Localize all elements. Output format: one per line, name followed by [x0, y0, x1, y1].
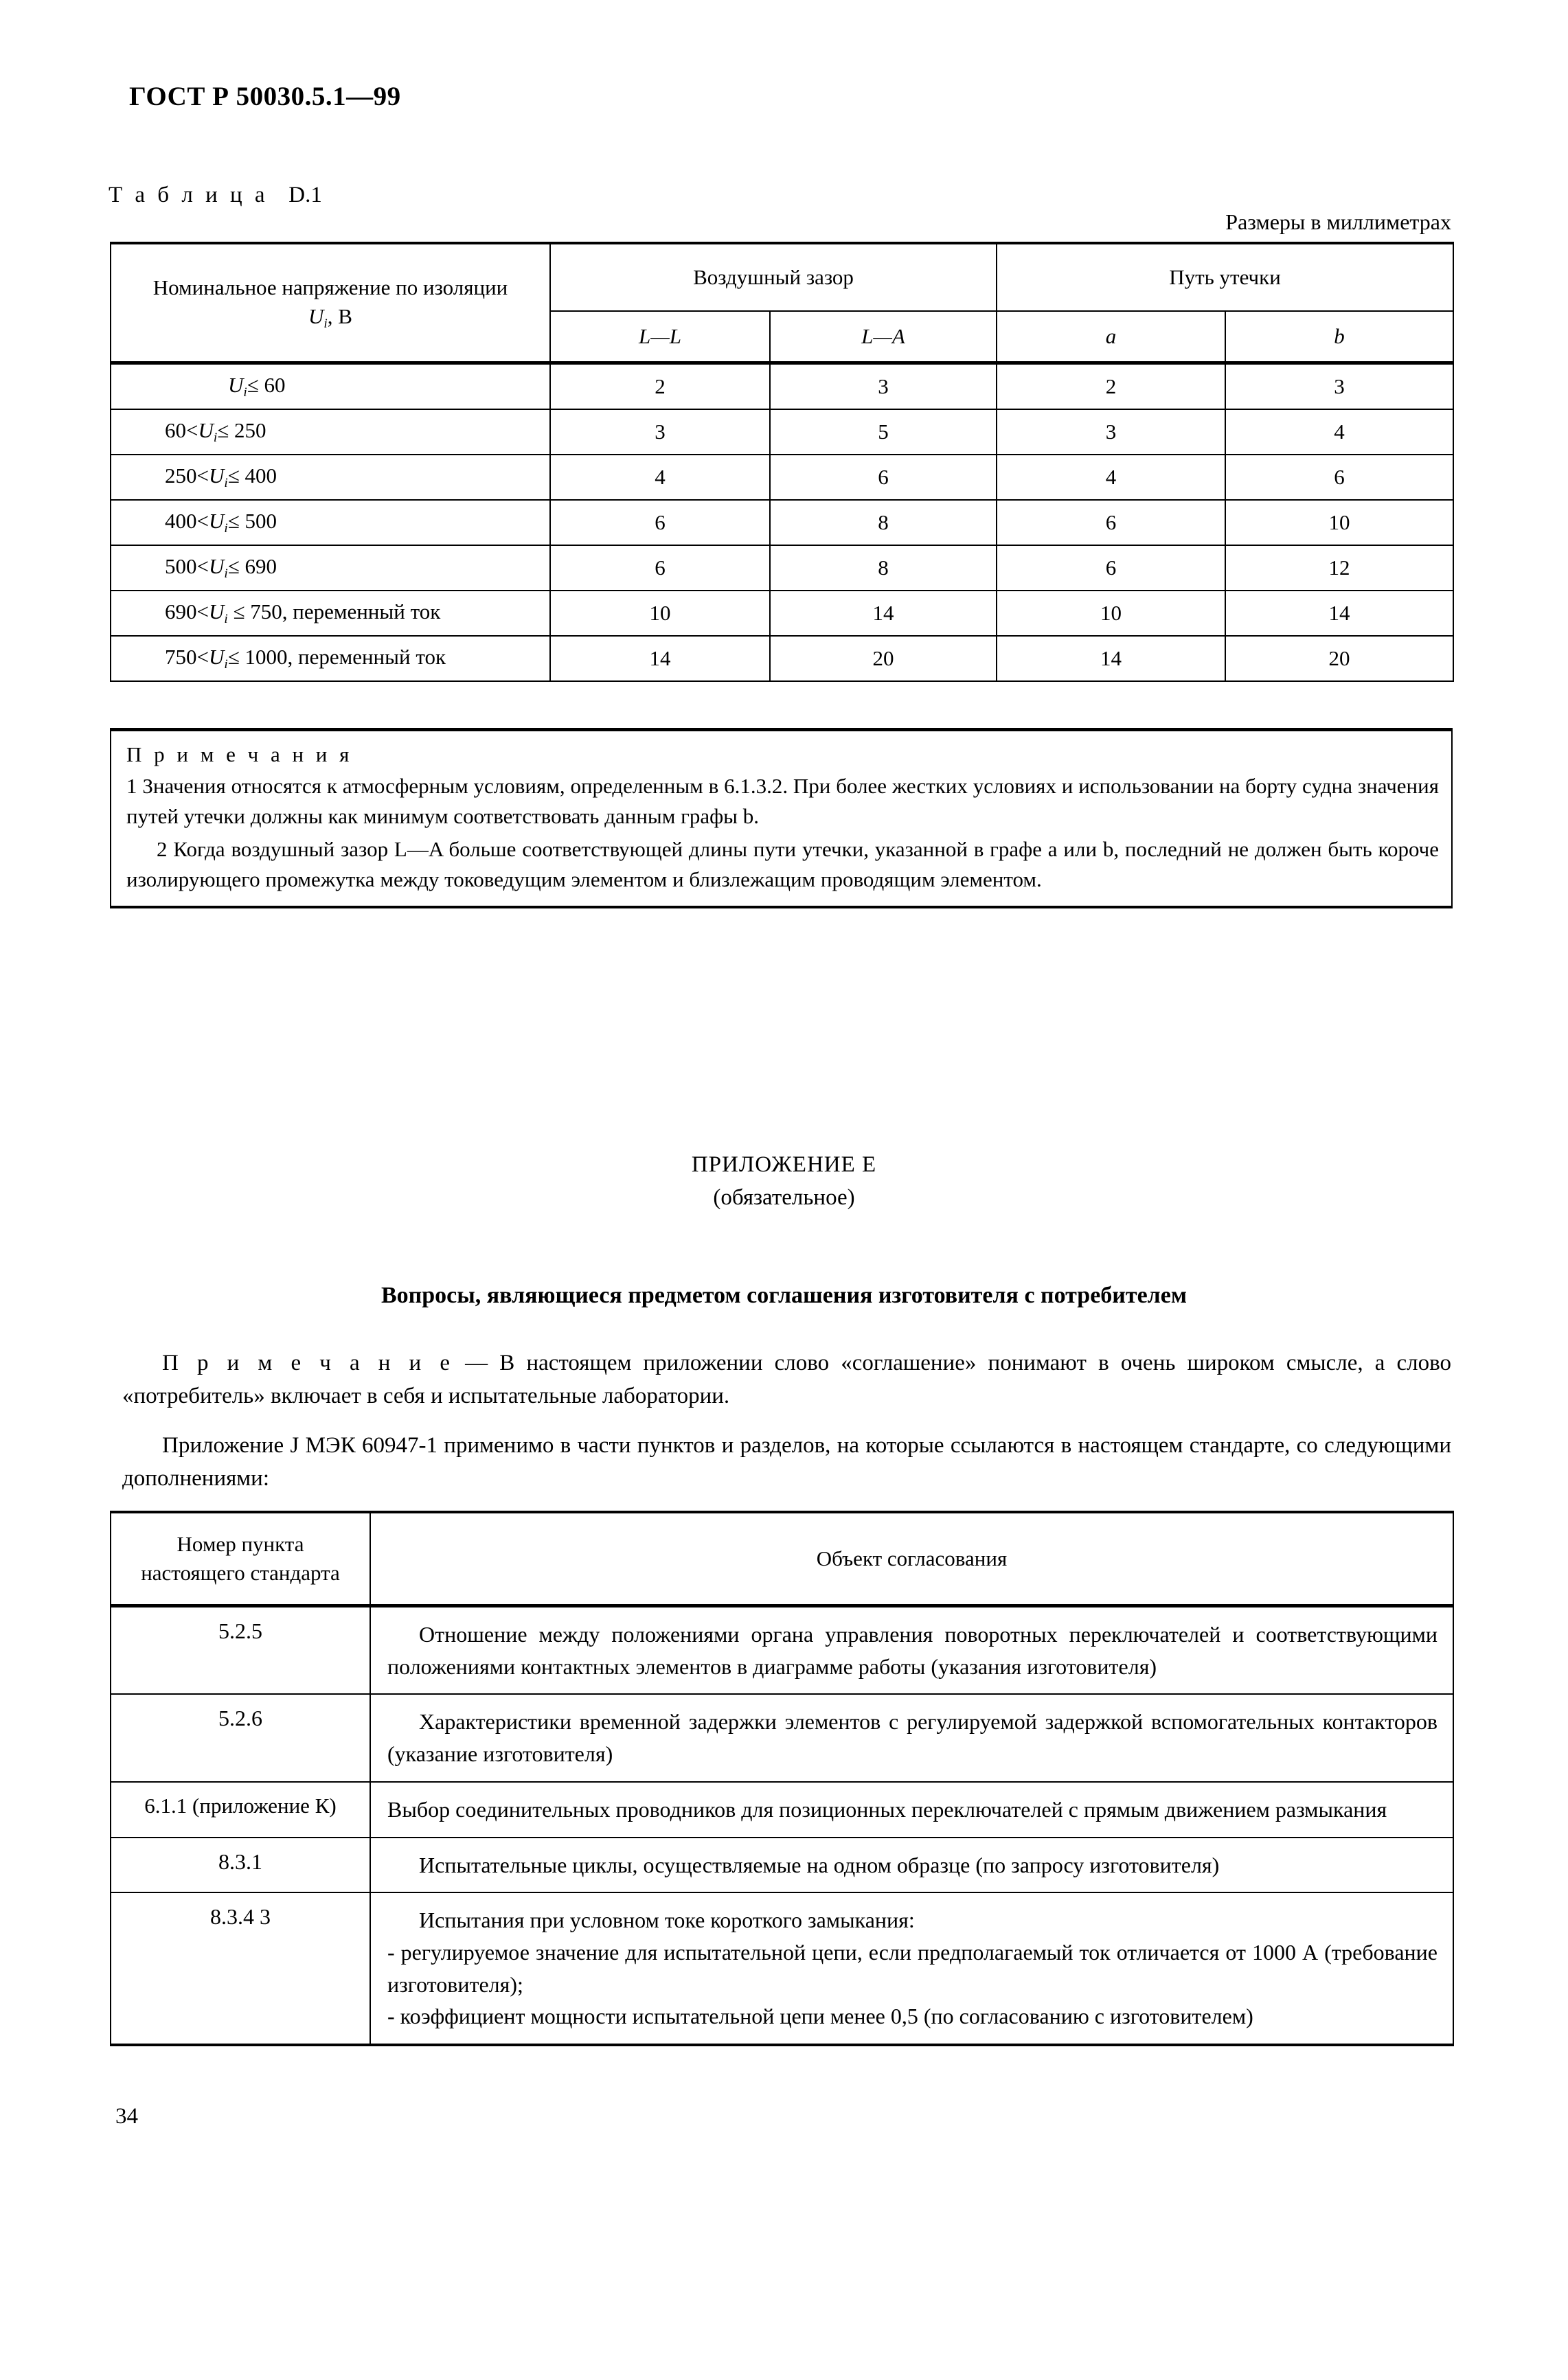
table-row: [111, 545, 1453, 591]
table-e-object-line: Отношение между положениями органа управления поворотных переключателей и соответствующими положениями контактных элементов в диаграмме работы (указания изготовителя): [387, 1622, 1438, 1679]
table-d1-row-label: $U_i\le 60$: [111, 363, 550, 410]
table-d1-cell-b: 14: [1225, 591, 1453, 636]
table-row: [111, 1838, 1453, 1893]
appendix-note-text: — В настоящем приложении слово «соглашение» понимают в очень широком смысле, а слово «потребитель» включает в себя и испытательные лаборатории.: [122, 1351, 1451, 1408]
table-d1-cell-b: 20: [1225, 636, 1453, 681]
table-d1-cell-b: 3: [1225, 363, 1453, 410]
appendix-note-paragraph: [122, 1347, 1451, 1413]
table-d1-row-label: $60<U_i\le 250$: [111, 409, 550, 455]
table-d1-cell-la: 14: [770, 591, 997, 636]
table-d1-row-label: $400<U_i\le 500$: [111, 500, 550, 545]
table-d1-subheader-ll: L—L: [550, 311, 770, 363]
table-d1: [110, 242, 1454, 682]
table-d1-cell-b: 10: [1225, 500, 1453, 545]
table-row: [111, 500, 1453, 545]
table-row: [111, 1892, 1453, 2045]
table-d1-cell-la: 20: [770, 636, 997, 681]
table-e-header-clause: [111, 1512, 370, 1606]
table-e-cell-object: [370, 1838, 1453, 1893]
table-e-cell-object: [370, 1694, 1453, 1781]
note-2: 2 Когда воздушный зазор L—A больше соответствующей длины пути утечки, указанной в графе a или b, последний не должен быть короче изолирующего промежутка между токоведущим элементом и близлежащим проводящим элементом.: [126, 837, 1439, 892]
table-row: [111, 591, 1453, 636]
table-d1-subheader-la: L—A: [770, 311, 997, 363]
table-d1-cell-ll: 2: [550, 363, 770, 410]
table-d1-units-note: Размеры в миллиметрах: [1225, 209, 1451, 234]
table-d1-row-label: $750<U_i\le 1000$, переменный ток: [111, 636, 550, 681]
table-d1-row-label: $250<U_i\le 400$: [111, 455, 550, 500]
table-e-object-line: Испытания при условном токе короткого замыкания:: [419, 1908, 915, 1933]
appendix-note-label: П р и м е ч а н и е: [162, 1351, 454, 1375]
table-e-cell-object: [370, 1606, 1453, 1695]
appendix-heading: Вопросы, являющиеся предметом соглашения изготовителя с потребителем: [380, 1283, 1188, 1308]
table-e-cell-object: [370, 1892, 1453, 2045]
table-e-object-line: Испытательные циклы, осуществляемые на одном образце (по запросу изготовителя): [419, 1852, 1220, 1877]
table-d1-header-air-gap: Воздушный зазор: [550, 243, 997, 311]
table-d1-cell-a: 14: [997, 636, 1225, 681]
table-d1-cell-la: 5: [770, 409, 997, 455]
table-e-cell-clause: 8.3.4 3: [111, 1892, 370, 2045]
table-e-cell-clause: 8.3.1: [111, 1838, 370, 1893]
table-e-cell-clause: 5.2.5: [111, 1606, 370, 1695]
table-d1-subheader-b: b: [1225, 311, 1453, 363]
table-d1-cell-ll: 10: [550, 591, 770, 636]
table-e-cell-clause: 6.1.1 (приложение К): [111, 1782, 370, 1838]
table-row: [111, 455, 1453, 500]
table-d1-cell-la: 8: [770, 545, 997, 591]
table-d1-cell-a: 2: [997, 363, 1225, 410]
table-row: [111, 363, 1453, 410]
table-d1-cell-a: 6: [997, 500, 1225, 545]
table-e-object-line: - регулируемое значение для испытательной цепи, если предполагаемый ток отличается от 1000 А (требование изготовителя);: [387, 1940, 1438, 1997]
table-e: [110, 1511, 1454, 2046]
table-d1-cell-b: 4: [1225, 409, 1453, 455]
table-d1-cell-ll: 14: [550, 636, 770, 681]
table-d1-cell-ll: 6: [550, 500, 770, 545]
table-d1-caption: [109, 183, 322, 208]
table-e-header-object: Объект согласования: [370, 1512, 1453, 1606]
table-d1-row-label: $500<U_i\le 690$: [111, 545, 550, 591]
table-d1-notes: [110, 728, 1453, 908]
table-d1-cell-ll: 6: [550, 545, 770, 591]
table-d1-cell-la: 3: [770, 363, 997, 410]
table-e-cell-object: [370, 1782, 1453, 1838]
table-e-object-line: Характеристики временной задержки элементов с регулируемой задержкой вспомогательных контакторов (указание изготовителя): [387, 1709, 1438, 1767]
table-row: [111, 636, 1453, 681]
table-d1-row-label: $690<U_i \le 750$, переменный ток: [111, 591, 550, 636]
notes-heading: П р и м е ч а н и я: [126, 742, 353, 766]
table-d1-body: [111, 363, 1453, 682]
table-d1-header-creepage: Путь утечки: [997, 243, 1453, 311]
table-d1-cell-b: 6: [1225, 455, 1453, 500]
appendix-intro-paragraph: [122, 1430, 1451, 1496]
table-e-header-clause-line1: Номер пункта: [177, 1532, 304, 1557]
appendix-subtitle: (обязательное): [713, 1185, 855, 1210]
table-d1-cell-ll: 3: [550, 409, 770, 455]
note-1: 1 Значения относятся к атмосферным условиям, определенным в 6.1.3.2. При более жестких условиях и использовании на борту судна значения путей утечки должны как минимум соответствовать данным графы b.: [126, 774, 1439, 829]
table-d1-cell-b: 12: [1225, 545, 1453, 591]
table-e-head: [111, 1512, 1453, 1606]
table-d1-header-voltage-line1: Номинальное напряжение по изоляции: [152, 275, 508, 299]
table-d1-cell-a: 3: [997, 409, 1225, 455]
table-e-body: [111, 1606, 1453, 2046]
table-e-cell-clause: 5.2.6: [111, 1694, 370, 1781]
table-row: [111, 409, 1453, 455]
appendix-intro-text: Приложение J МЭК 60947-1 применимо в части пунктов и разделов, на которые ссылаются в настоящем стандарте, со следующими дополнениями:: [122, 1433, 1451, 1491]
table-d1-cell-a: 10: [997, 591, 1225, 636]
table-d1-head: [111, 243, 1453, 363]
table-d1-cell-la: 8: [770, 500, 997, 545]
table-row: [111, 1694, 1453, 1781]
table-e-object-line: - коэффициент мощности испытательной цепи менее 0,5 (по согласованию с изготовителем): [387, 2004, 1253, 2029]
table-d1-header-voltage: [111, 243, 550, 363]
table-d1-caption-label: Т а б л и ц а: [109, 183, 269, 207]
table-e-object-line: Выбор соединительных проводников для позиционных переключателей с прямым движением размыкания: [387, 1796, 1387, 1822]
page-number: 34: [115, 2104, 138, 2129]
appendix-title: ПРИЛОЖЕНИЕ Е: [691, 1152, 877, 1177]
table-row: [111, 1782, 1453, 1838]
table-d1-header-voltage-line2: $U_i$, В: [308, 304, 352, 331]
table-d1-subheader-a: a: [997, 311, 1225, 363]
table-d1-cell-la: 6: [770, 455, 997, 500]
table-row: [111, 1606, 1453, 1695]
table-d1-cell-a: 4: [997, 455, 1225, 500]
running-head: ГОСТ Р 50030.5.1—99: [129, 82, 401, 111]
table-d1-cell-ll: 4: [550, 455, 770, 500]
table-e-header-clause-line2: настоящего стандарта: [141, 1561, 340, 1585]
table-d1-caption-number: D.1: [288, 183, 322, 207]
table-d1-cell-a: 6: [997, 545, 1225, 591]
